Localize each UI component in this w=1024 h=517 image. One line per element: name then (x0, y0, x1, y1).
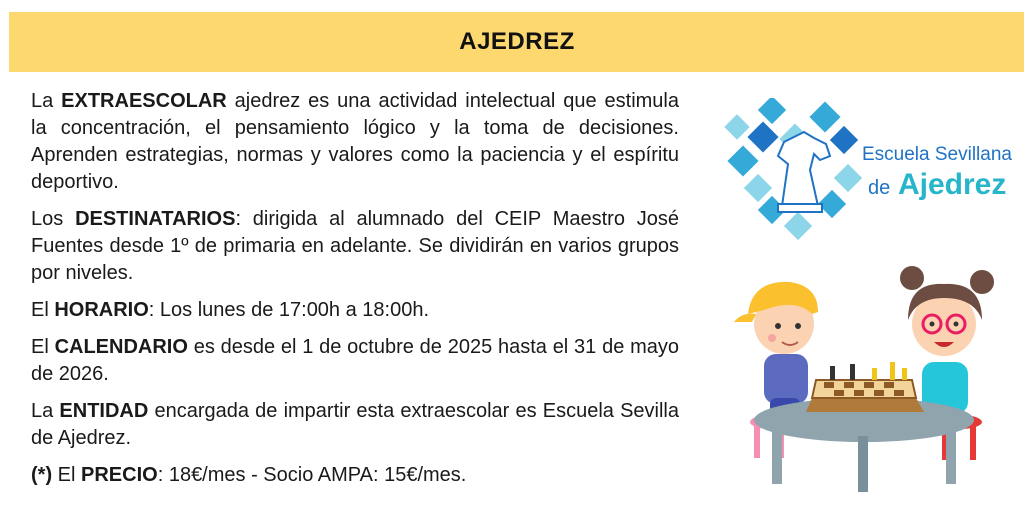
info-text (31, 88, 679, 499)
logo-text-ajedrez: Ajedrez (898, 168, 1007, 201)
text: El (31, 299, 55, 321)
keyword: HORARIO (54, 299, 149, 321)
logo-text-de: de (868, 177, 891, 199)
escuela-sevillana-logo (722, 98, 1012, 248)
page-title: AJEDREZ (459, 28, 575, 55)
asterisk-mark: (*) (31, 464, 53, 486)
chessboard-icon (806, 362, 924, 412)
keyword: DESTINATARIOS (75, 208, 236, 230)
text: es desde el 1 de octubre de 2025 hasta el 31 de mayo de 2026. (31, 336, 680, 385)
paragraph-precio (31, 462, 679, 489)
title-banner (9, 12, 1024, 72)
keyword: EXTRAESCOLAR (61, 90, 227, 112)
paragraph-calendario (31, 334, 679, 388)
text: : dirigida al alumnado del CEIP Maestro José Fuentes desde 1º de primaria en adelante. Se dividirán en varios grupos por niveles. (31, 208, 680, 284)
text: El (52, 464, 82, 486)
text: La (31, 400, 60, 422)
text: : 18€/mes - Socio AMPA: 15€/mes. (157, 464, 467, 486)
keyword: CALENDARIO (54, 336, 188, 358)
text: ajedrez es una actividad intelectual que estimula la concentración, el pensamiento lógico y la toma de decisiones. Aprenden estrategias, normas y valores como la paciencia y el espíritu deportivo. (31, 90, 679, 193)
keyword: ENTIDAD (59, 400, 149, 422)
kids-playing-chess-illustration (712, 262, 1017, 494)
keyword: PRECIO (81, 464, 158, 486)
text: Los (31, 208, 76, 230)
logo-text-line1: Escuela Sevillana (862, 144, 1012, 165)
text: El (31, 336, 55, 358)
chess-diamond-icon (724, 98, 862, 240)
paragraph-entidad (31, 398, 679, 452)
text: : Los lunes de 17:00h a 18:00h. (148, 299, 430, 321)
paragraph-horario (31, 297, 679, 324)
round-table (754, 398, 974, 492)
text: encargada de impartir esta extraescolar es Escuela Sevilla de Ajedrez. (31, 400, 679, 449)
text: La (31, 90, 62, 112)
paragraph-destinatarios (31, 206, 679, 287)
paragraph-extraescolar (31, 88, 679, 196)
